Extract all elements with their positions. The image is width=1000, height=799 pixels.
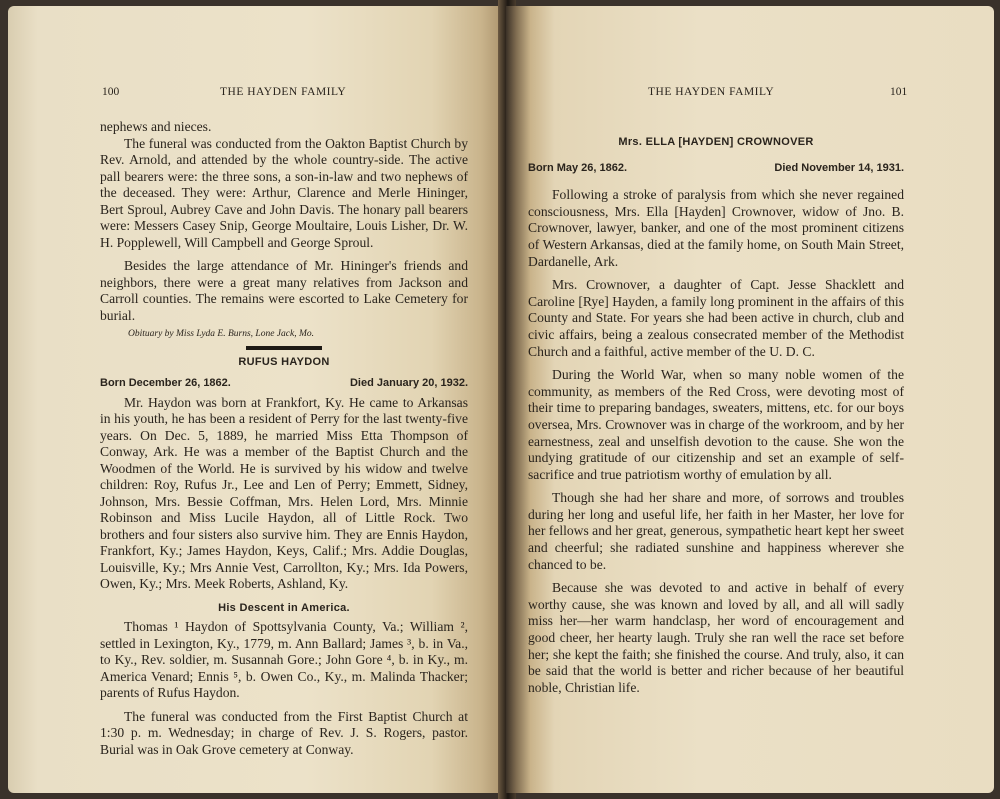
paragraph: Though she had her share and more, of sorrows and troubles during her long and useful life, her faith in her Master, her love for her fellows and her great, generous, sympathetic heart kept her sweet and cheerful; she radiated sunshine and happiness wherever she chanced to be. — [528, 490, 904, 572]
paragraph: The funeral was conducted from the First Baptist Church at 1:30 p. m. Wednesday; in charge of Rev. J. S. Rogers, pastor. Burial was in Oak Grove cemetery at Conway. — [100, 708, 468, 757]
paragraph: Mr. Haydon was born at Frankfort, Ky. He came to Arkansas in his youth, he has been a resident of Perry for the last twenty-five years. On Dec. 5, 1889, he married Miss Etta Thompson of Conway, Ark. He was a member of the Baptist Church and the Woodmen of the World. He is survived by his widow and twelve children: Roy, Rufus Jr., Lee and Len of Perry; Emmett, Sidney, Johnson, Mrs. Bessie Coffman, Mrs. Helen Lord, Mrs. Minnie Robinson and Miss Lucile Haydon, all of Little Rock. Two brothers and four sisters also survive him. They are Ennis Haydon, Frankfort, Ky.; James Haydon, Keys, Calif.; Mrs. Addie Douglas, Louisville, Ky.; Mrs Annie Vest, Carrollton, Ky.; Mrs. Ida Powers, Owen, Ky.; Mrs. Meek Roberts, Ashland, Ky. — [100, 394, 468, 591]
right-text-column — [528, 134, 904, 696]
died-date: Died January 20, 1932. — [349, 377, 468, 389]
paragraph: Mrs. Crownover, a daughter of Capt. Jesse Shacklett and Caroline [Rye] Hayden, a family long prominent in the affairs of this County and State. For years she had been active in church, club and civic affairs, being a zealous consecrated member of the Methodist Church and a faithful, active member of the U. D. C. — [528, 277, 904, 359]
paragraph: Following a stroke of paralysis from which she never regained consciousness, Mrs. Ella [Hayden] Crownover, widow of Jno. B. Crownover, lawyer, banker, and one of the most prominent citizens of Western Arkansas, died at the family home, on South Main Street, Dardanelle, Ark. — [528, 187, 904, 269]
right-page — [506, 6, 994, 793]
obituary-credit: Obituary by Miss Lyda E. Burns, Lone Jack, Mo. — [128, 329, 314, 339]
paragraph: nephews and nieces. — [100, 119, 212, 134]
died-date: Died November 14, 1931. — [774, 161, 904, 174]
paragraph: Besides the large attendance of Mr. Hininger's friends and neighbors, there were a great many relatives from Jackson and Carroll counties. The remains were escorted to Lake Cemetery for burial. — [100, 258, 468, 323]
life-dates — [528, 160, 904, 177]
paragraph: Because she was devoted to and active in behalf of every worthy cause, she was known and loved by all, and all will sadly miss her—her warm handclasp, her word of encouragement and good cheer, her hearty laugh. Truly she ran well the race set before her; she kept the faith; she finished the course. And truly, also, it can be said that the world is better and richer because of her beautiful noble, Christian life. — [528, 580, 904, 695]
life-dates — [100, 375, 468, 392]
section-title: Mrs. ELLA [HAYDEN] CROWNOVER — [618, 136, 814, 148]
subsection-title: His Descent in America. — [218, 601, 350, 614]
paragraph: During the World War, when so many noble women of the community, as members of the Red Cross, were devoting most of their time to preparing bandages, sweaters, mittens, etc. for our boys oversea, Mrs. Crownover was in charge of the workroom, and by her earnestness, zeal and unselfish devotion to the cause. She won the undying gratitude of our citizenship and set an example of self-sacrifice and true patriotism worthy of emulation by all. — [528, 367, 904, 482]
paragraph: The funeral was conducted from the Oakton Baptist Church by Rev. Arnold, and attended by the whole country-side. The active pall bearers were: the three sons, a son-in-law and two nephews of the deceased. They were: Arthur, Clarence and Merle Hininger, Bert Sproul, Aubrey Cave and John Davis. The honary pall bearers were: Messers Casey Snip, George Moultaire, Louis Lisher, Dr. W. H. Popplewell, Will Campbell and George Sproul. — [100, 135, 468, 250]
left-text-column — [100, 119, 468, 758]
section-title: RUFUS HAYDON — [238, 355, 330, 368]
running-header: THE HAYDEN FAMILY — [648, 86, 775, 98]
paragraph: Thomas ¹ Haydon of Spottsylvania County, Va.; William ², settled in Lexington, Ky., 1779, m. Ann Ballard; James ³, b. in Va., to Ky., Rev. soldier, m. Susannah Gore.; John Gore ⁴, b. in Ky., m. America Venard; Ennis ⁵, b. Owen Co., Ky., m. Malinda Thacker; parents of Rufus Haydon. — [100, 619, 468, 700]
born-date: Born December 26, 1862. — [100, 377, 231, 389]
page-number: 101 — [890, 86, 908, 98]
page-number: 100 — [102, 86, 120, 98]
left-page — [8, 6, 506, 793]
born-date: Born May 26, 1862. — [528, 161, 628, 174]
section-divider — [246, 346, 322, 350]
running-header: THE HAYDEN FAMILY — [220, 86, 347, 98]
